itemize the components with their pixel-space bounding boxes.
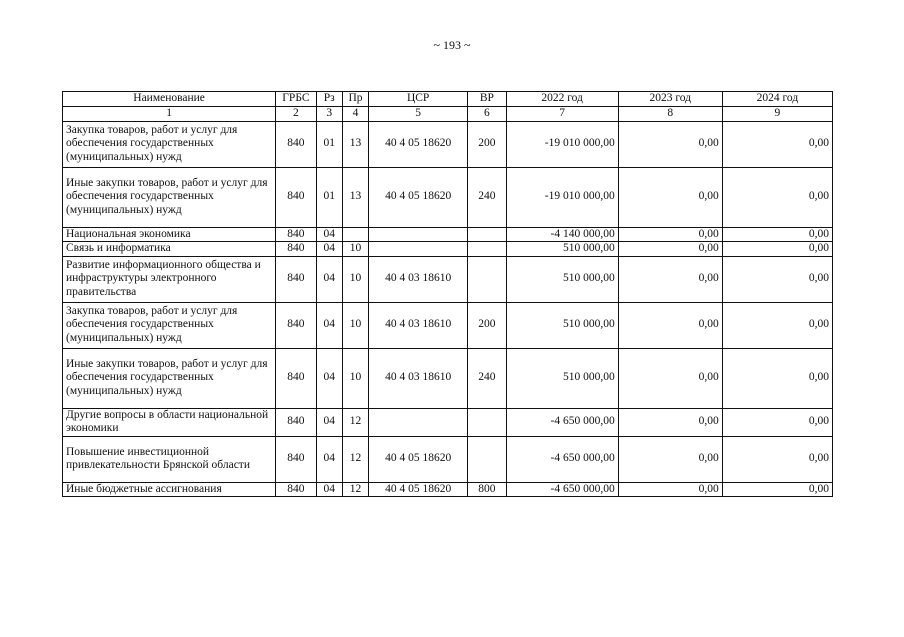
column-index: 2 (276, 107, 316, 122)
cell-grbs: 840 (276, 348, 316, 408)
cell-name: Развитие информационного общества и инфраструктуры электронного правительства (63, 256, 276, 302)
cell-2022: 510 000,00 (506, 302, 618, 348)
cell-rz: 01 (316, 167, 342, 227)
cell-name: Связь и информатика (63, 242, 276, 257)
cell-csr: 40 4 05 18620 (369, 482, 468, 497)
cell-2024: 0,00 (722, 408, 832, 436)
cell-pr: 12 (342, 482, 368, 497)
cell-2022: -4 650 000,00 (506, 436, 618, 482)
column-index: 1 (63, 107, 276, 122)
cell-csr: 40 4 05 18620 (369, 167, 468, 227)
cell-rz: 04 (316, 348, 342, 408)
cell-vr (468, 256, 506, 302)
cell-2023: 0,00 (618, 302, 722, 348)
header-2024: 2024 год (722, 92, 832, 107)
cell-vr: 200 (468, 302, 506, 348)
table-row (63, 302, 833, 348)
cell-grbs: 840 (276, 436, 316, 482)
cell-2023: 0,00 (618, 348, 722, 408)
cell-2023: 0,00 (618, 227, 722, 242)
table-row (63, 227, 833, 242)
cell-2022: 510 000,00 (506, 242, 618, 257)
header-grbs: ГРБС (276, 92, 316, 107)
cell-2022: -4 650 000,00 (506, 482, 618, 497)
cell-2023: 0,00 (618, 121, 722, 167)
cell-2024: 0,00 (722, 227, 832, 242)
cell-2024: 0,00 (722, 436, 832, 482)
cell-2024: 0,00 (722, 302, 832, 348)
column-index-row (63, 107, 833, 122)
cell-grbs: 840 (276, 121, 316, 167)
cell-2022: 510 000,00 (506, 348, 618, 408)
table-row (63, 256, 833, 302)
cell-2023: 0,00 (618, 482, 722, 497)
cell-2023: 0,00 (618, 256, 722, 302)
cell-pr: 13 (342, 121, 368, 167)
cell-rz: 04 (316, 302, 342, 348)
header-2023: 2023 год (618, 92, 722, 107)
cell-vr: 800 (468, 482, 506, 497)
cell-2022: -19 010 000,00 (506, 121, 618, 167)
table-row (63, 242, 833, 257)
table-row (63, 408, 833, 436)
cell-name: Повышение инвестиционной привлекательности Брянской области (63, 436, 276, 482)
cell-vr: 240 (468, 167, 506, 227)
column-index: 5 (369, 107, 468, 122)
cell-vr (468, 436, 506, 482)
cell-csr (369, 242, 468, 257)
cell-2023: 0,00 (618, 408, 722, 436)
cell-name: Иные бюджетные ассигнования (63, 482, 276, 497)
column-index: 7 (506, 107, 618, 122)
header-pr: Пр (342, 92, 368, 107)
cell-rz: 04 (316, 256, 342, 302)
cell-rz: 04 (316, 436, 342, 482)
header-vr: ВР (468, 92, 506, 107)
cell-2022: -4 650 000,00 (506, 408, 618, 436)
cell-2024: 0,00 (722, 348, 832, 408)
cell-name: Другие вопросы в области национальной экономики (63, 408, 276, 436)
cell-vr (468, 242, 506, 257)
cell-2023: 0,00 (618, 436, 722, 482)
cell-2024: 0,00 (722, 256, 832, 302)
cell-name: Национальная экономика (63, 227, 276, 242)
header-csr: ЦСР (369, 92, 468, 107)
table-row (63, 482, 833, 497)
budget-table (62, 91, 833, 497)
cell-pr: 10 (342, 242, 368, 257)
cell-csr: 40 4 05 18620 (369, 436, 468, 482)
table-row (63, 121, 833, 167)
cell-pr: 10 (342, 256, 368, 302)
cell-csr (369, 408, 468, 436)
cell-2024: 0,00 (722, 167, 832, 227)
cell-rz: 04 (316, 242, 342, 257)
header-rz: Рз (316, 92, 342, 107)
cell-grbs: 840 (276, 242, 316, 257)
cell-vr (468, 227, 506, 242)
cell-csr: 40 4 03 18610 (369, 302, 468, 348)
cell-vr: 200 (468, 121, 506, 167)
cell-2023: 0,00 (618, 167, 722, 227)
column-index: 4 (342, 107, 368, 122)
cell-rz: 04 (316, 227, 342, 242)
column-index: 9 (722, 107, 832, 122)
cell-pr: 10 (342, 348, 368, 408)
cell-2023: 0,00 (618, 242, 722, 257)
cell-grbs: 840 (276, 227, 316, 242)
cell-csr: 40 4 03 18610 (369, 348, 468, 408)
cell-name: Иные закупки товаров, работ и услуг для обеспечения государственных (муниципальных) нужд (63, 348, 276, 408)
header-2022: 2022 год (506, 92, 618, 107)
table-row (63, 167, 833, 227)
cell-pr: 12 (342, 408, 368, 436)
cell-grbs: 840 (276, 167, 316, 227)
cell-csr (369, 227, 468, 242)
column-index: 8 (618, 107, 722, 122)
cell-pr: 13 (342, 167, 368, 227)
cell-2024: 0,00 (722, 121, 832, 167)
cell-name: Закупка товаров, работ и услуг для обеспечения государственных (муниципальных) нужд (63, 302, 276, 348)
cell-name: Закупка товаров, работ и услуг для обеспечения государственных (муниципальных) нужд (63, 121, 276, 167)
cell-rz: 04 (316, 408, 342, 436)
cell-2024: 0,00 (722, 482, 832, 497)
column-index: 3 (316, 107, 342, 122)
column-index: 6 (468, 107, 506, 122)
cell-grbs: 840 (276, 302, 316, 348)
cell-csr: 40 4 05 18620 (369, 121, 468, 167)
cell-vr: 240 (468, 348, 506, 408)
table-row (63, 348, 833, 408)
cell-pr: 10 (342, 302, 368, 348)
cell-2022: -4 140 000,00 (506, 227, 618, 242)
cell-2022: -19 010 000,00 (506, 167, 618, 227)
cell-rz: 04 (316, 482, 342, 497)
cell-grbs: 840 (276, 408, 316, 436)
cell-grbs: 840 (276, 256, 316, 302)
table-row (63, 436, 833, 482)
cell-2022: 510 000,00 (506, 256, 618, 302)
cell-2024: 0,00 (722, 242, 832, 257)
cell-pr (342, 227, 368, 242)
cell-pr: 12 (342, 436, 368, 482)
page-number: ~ 193 ~ (433, 38, 471, 52)
cell-rz: 01 (316, 121, 342, 167)
header-row (63, 92, 833, 107)
cell-csr: 40 4 03 18610 (369, 256, 468, 302)
header-name: Наименование (63, 92, 276, 107)
cell-grbs: 840 (276, 482, 316, 497)
cell-vr (468, 408, 506, 436)
cell-name: Иные закупки товаров, работ и услуг для обеспечения государственных (муниципальных) нужд (63, 167, 276, 227)
